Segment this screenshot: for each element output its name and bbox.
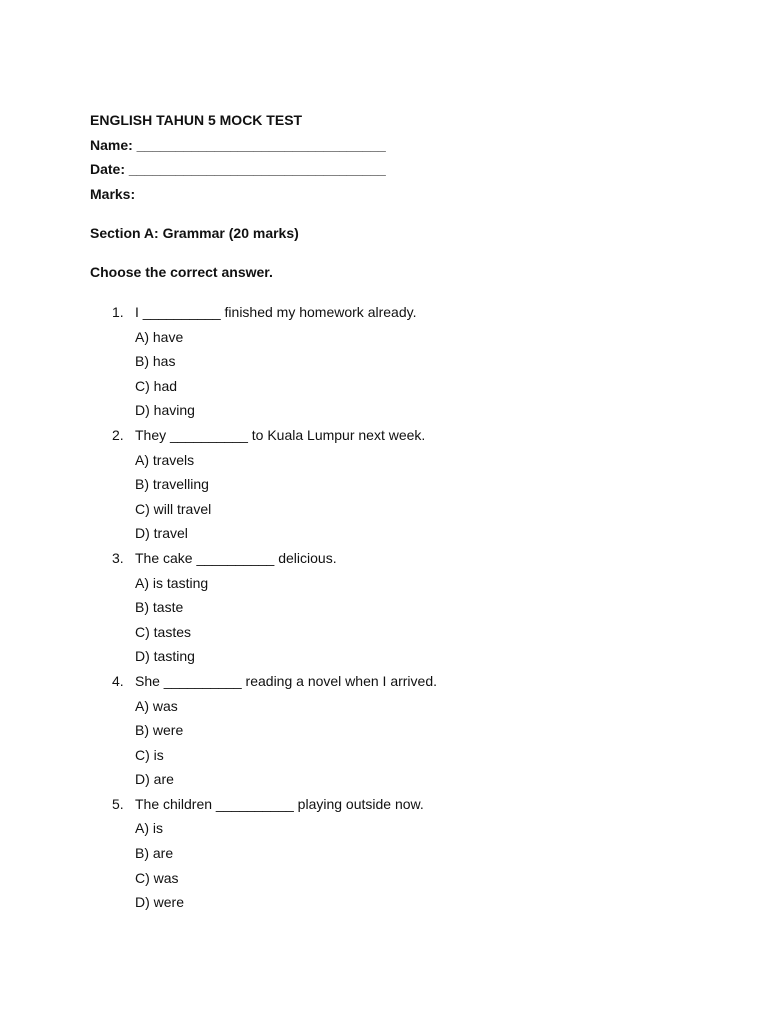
answer-option: [0, 525, 768, 550]
answer-option-label: B) are: [135, 845, 174, 862]
answer-option-label: D) are: [135, 771, 174, 788]
answer-option: [0, 722, 768, 747]
section-heading: Section A: Grammar (20 marks): [90, 225, 299, 241]
answer-option-label: C) is: [135, 746, 164, 763]
test-header: [90, 108, 386, 207]
answer-option: [0, 329, 768, 354]
question-list: [0, 304, 768, 919]
answer-option: [0, 452, 768, 477]
answer-option-label: C) will travel: [135, 500, 212, 517]
answer-option: [0, 402, 768, 427]
answer-option-label: C) had: [135, 377, 178, 394]
question-number: 3.: [112, 549, 124, 566]
question-text: They __________ to Kuala Lumpur next week.: [135, 426, 426, 443]
document-title: ENGLISH TAHUN 5 MOCK TEST: [90, 112, 303, 128]
question-text: She __________ reading a novel when I arrived.: [135, 672, 437, 689]
question-stem: [0, 673, 768, 698]
question-stem: [0, 550, 768, 575]
question-number: 2.: [112, 426, 124, 443]
answer-option-label: A) have: [135, 328, 184, 345]
question-item: [0, 550, 768, 673]
question-text: The children __________ playing outside now.: [135, 795, 424, 812]
answer-option: [0, 894, 768, 919]
answer-option: [0, 820, 768, 845]
question-stem: [0, 427, 768, 452]
answer-option: [0, 845, 768, 870]
name-field-line: Name: ________________________________: [90, 136, 386, 153]
question-item: [0, 673, 768, 796]
answer-option-label: D) having: [135, 402, 195, 419]
question-text: I __________ finished my homework already.: [135, 304, 417, 320]
answer-option-label: A) is: [135, 820, 163, 837]
answer-option: [0, 599, 768, 624]
question-item: [0, 304, 768, 427]
section-instruction: Choose the correct answer.: [90, 264, 273, 280]
answer-option: [0, 624, 768, 649]
answer-option: [0, 353, 768, 378]
answer-option-label: C) tastes: [135, 623, 192, 640]
answer-option: [0, 747, 768, 772]
answer-option-label: B) has: [135, 353, 176, 370]
question-stem: [0, 304, 768, 329]
question-number: 1.: [112, 304, 124, 320]
answer-option: [0, 501, 768, 526]
question-number: 4.: [112, 672, 124, 689]
answer-option-label: D) tasting: [135, 648, 195, 665]
question-stem: [0, 796, 768, 821]
question-text: The cake __________ delicious.: [135, 549, 337, 566]
question-number: 5.: [112, 795, 124, 812]
question-item: [0, 796, 768, 919]
answer-option-label: D) travel: [135, 525, 188, 542]
date-field-line: Date: _________________________________: [90, 161, 386, 178]
answer-option: [0, 698, 768, 723]
answer-option: [0, 575, 768, 600]
answer-option: [0, 378, 768, 403]
marks-field-line: Marks:: [90, 186, 136, 203]
answer-option-label: D) were: [135, 894, 185, 911]
answer-option: [0, 771, 768, 796]
answer-option-label: A) was: [135, 697, 178, 714]
answer-option: [0, 648, 768, 673]
answer-option-label: B) taste: [135, 599, 184, 616]
answer-option-label: B) travelling: [135, 476, 209, 493]
answer-option: [0, 476, 768, 501]
answer-option-label: A) travels: [135, 451, 195, 468]
answer-option-label: C) was: [135, 869, 179, 886]
answer-option-label: A) is tasting: [135, 574, 209, 591]
question-item: [0, 427, 768, 550]
answer-option: [0, 870, 768, 895]
answer-option-label: B) were: [135, 722, 184, 739]
